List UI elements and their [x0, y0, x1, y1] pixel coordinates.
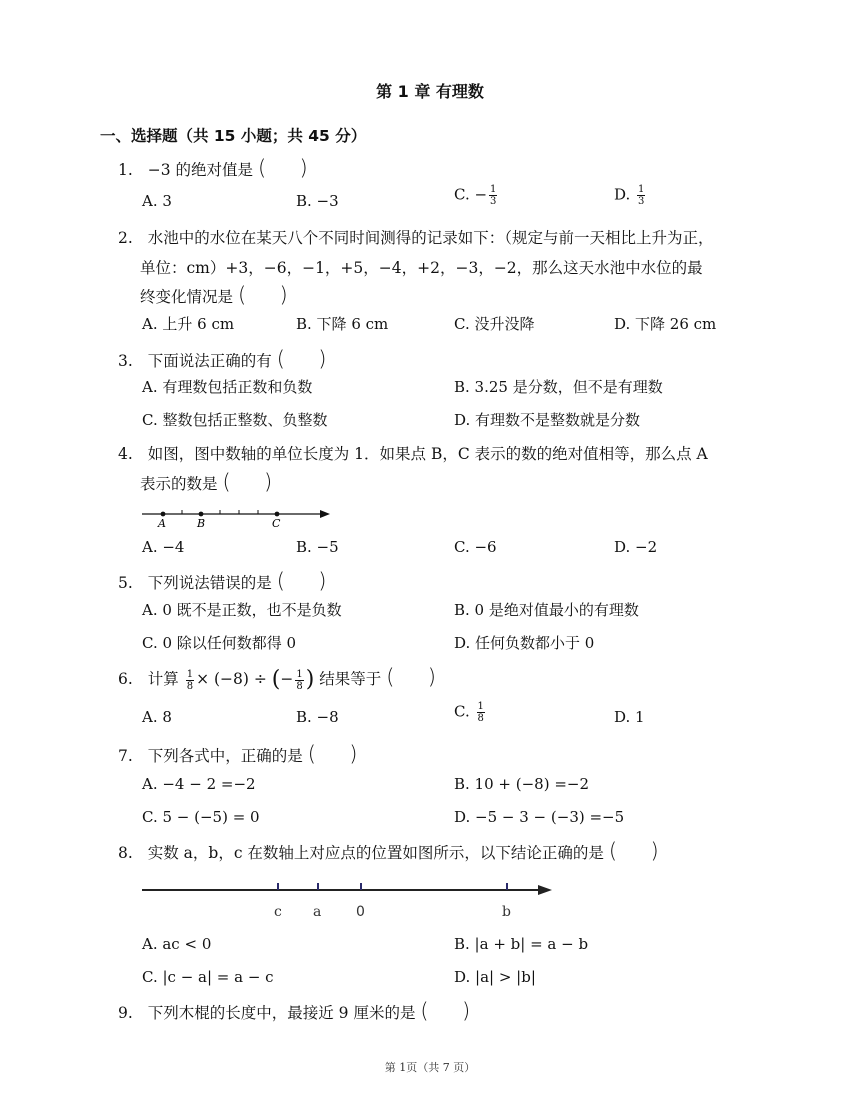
- label-zero: 0: [356, 904, 365, 920]
- answer-bracket: ( ): [608, 839, 659, 863]
- question-text-prefix: 计算: [147, 670, 179, 688]
- q2-option-a[interactable]: A. 上升 6 cm: [142, 315, 235, 333]
- q6-option-d[interactable]: D. 1: [614, 708, 645, 726]
- fraction: $\frac{1}{8}$: [186, 668, 194, 692]
- answer-bracket: ( ): [257, 156, 308, 180]
- q1-option-b[interactable]: B. −3: [296, 192, 339, 210]
- q8-option-c[interactable]: C. |c − a| = a − c: [142, 968, 274, 986]
- q7-option-a[interactable]: A. −4 − 2 =−2: [142, 775, 256, 793]
- q5-option-b[interactable]: B. 0 是绝对值最小的有理数: [454, 601, 639, 619]
- question-number: 3.: [118, 352, 133, 370]
- q8-option-a[interactable]: A. ac < 0: [142, 935, 212, 953]
- q3-option-b[interactable]: B. 3.25 是分数，但不是有理数: [454, 378, 663, 396]
- question-5: [118, 571, 326, 593]
- point-a-label: A: [158, 517, 166, 530]
- question-8: [118, 841, 659, 863]
- q3-option-c[interactable]: C. 整数包括正整数、负整数: [142, 411, 328, 429]
- number-line-figure: [140, 876, 560, 922]
- page-title: 第 1 章 有理数: [376, 82, 484, 101]
- point-c-dot: [275, 512, 280, 517]
- answer-bracket: ( ): [237, 283, 288, 307]
- point-c-label: C: [272, 517, 281, 530]
- answer-bracket: ( ): [420, 999, 471, 1023]
- expression-middle: × (−8) ÷: [196, 670, 267, 688]
- question-text-suffix: 结果等于: [319, 670, 382, 688]
- question-text-line-1: 水池中的水位在某天八个不同时间测得的记录如下：（规定与前一天相比上升为正，: [147, 229, 714, 247]
- point-b-dot: [199, 512, 204, 517]
- q2-option-b[interactable]: B. 下降 6 cm: [296, 315, 389, 333]
- label-b: b: [502, 904, 511, 920]
- answer-bracket: ( ): [222, 470, 273, 494]
- page-footer: 第 1页（共 7 页）: [384, 1061, 476, 1074]
- q1-option-d[interactable]: [614, 184, 647, 207]
- number-line-figure: [140, 504, 340, 530]
- question-1: [118, 158, 308, 180]
- question-text-line-2: 表示的数是 ( ): [140, 470, 273, 494]
- q4-option-c[interactable]: C. −6: [454, 538, 497, 556]
- section-heading: 一、选择题（共 15 小题；共 45 分）: [100, 127, 367, 145]
- question-text: 下列各式中，正确的是: [147, 747, 303, 765]
- question-text: 下面说法正确的有: [147, 352, 272, 370]
- q3-option-d[interactable]: D. 有理数不是整数就是分数: [454, 411, 641, 429]
- q7-option-c[interactable]: C. 5 − (−5) = 0: [142, 808, 260, 826]
- q2-option-c[interactable]: C. 没升没降: [454, 315, 535, 333]
- q1-option-a[interactable]: A. 3: [142, 192, 172, 210]
- q6-option-c[interactable]: [454, 701, 487, 724]
- label-c: c: [274, 904, 282, 920]
- q2-option-d[interactable]: D. 下降 26 cm: [614, 315, 717, 333]
- question-3: [118, 349, 326, 371]
- fraction: $\frac{1}{8}$: [296, 668, 303, 692]
- q3-option-a[interactable]: A. 有理数包括正数和负数: [142, 378, 313, 396]
- option-label: C.: [454, 702, 470, 721]
- question-4: [118, 444, 708, 464]
- question-text-line-3: 终变化情况是 ( ): [140, 283, 288, 307]
- fraction: $\frac{1}{3}$: [490, 184, 497, 207]
- answer-bracket: ( ): [307, 742, 358, 766]
- q5-option-d[interactable]: D. 任何负数都小于 0: [454, 634, 595, 652]
- question-2: [118, 228, 714, 248]
- answer-bracket: ( ): [276, 347, 327, 371]
- question-number: 7.: [118, 747, 133, 765]
- answer-bracket: ( ): [386, 665, 436, 689]
- point-a-dot: [161, 512, 166, 517]
- q6-option-a[interactable]: A. 8: [142, 708, 172, 726]
- question-number: 6.: [118, 670, 133, 688]
- q7-option-b[interactable]: B. 10 + (−8) =−2: [454, 775, 590, 793]
- question-number: 2.: [118, 229, 133, 247]
- answer-bracket: ( ): [276, 569, 327, 593]
- q4-option-a[interactable]: A. −4: [142, 538, 185, 556]
- q1-option-c[interactable]: [454, 184, 499, 207]
- q5-option-c[interactable]: C. 0 除以任何数都得 0: [142, 634, 297, 652]
- q8-option-b[interactable]: B. |a + b| = a − b: [454, 935, 589, 953]
- point-b-label: B: [197, 517, 206, 530]
- question-text-line-2: 单位：cm）+3，−6，−1，+5，−4，+2，−3，−2，那么这天水池中水位的最: [140, 259, 703, 277]
- fraction-sign: −: [280, 670, 294, 688]
- question-text: 实数 a，b，c 在数轴上对应点的位置如图所示，以下结论正确的是: [147, 844, 604, 862]
- question-number: 8.: [118, 844, 133, 862]
- axis-arrow: [320, 510, 330, 518]
- label-a: a: [313, 904, 322, 920]
- option-label: C. −: [454, 185, 488, 204]
- q5-option-a[interactable]: A. 0 既不是正数，也不是负数: [142, 601, 342, 619]
- question-6: 6. 计算 $\frac{1}{8}$ × (−8) ÷ (− $\frac{1}{8}$ ) 结果等于 ( ): [118, 665, 436, 692]
- option-label: D.: [614, 185, 631, 204]
- question-number: 1.: [118, 161, 133, 179]
- question-text: −3 的绝对值是: [147, 161, 254, 179]
- question-number: 9.: [118, 1004, 133, 1022]
- question-text-line-1: 如图，图中数轴的单位长度为 1．如果点 B，C 表示的数的绝对值相等，那么点 A: [147, 445, 708, 463]
- q4-option-b[interactable]: B. −5: [296, 538, 339, 556]
- fraction: $\frac{1}{3}$: [638, 184, 645, 207]
- question-text: 下列说法错误的是: [147, 574, 272, 592]
- axis-arrow: [538, 885, 552, 895]
- q6-option-b[interactable]: B. −8: [296, 708, 339, 726]
- q7-option-d[interactable]: D. −5 − 3 − (−3) =−5: [454, 808, 625, 826]
- question-number: 4.: [118, 445, 133, 463]
- q4-option-d[interactable]: D. −2: [614, 538, 658, 556]
- fraction: $\frac{1}{8}$: [477, 701, 484, 724]
- question-7: [118, 744, 357, 766]
- q8-option-d[interactable]: D. |a| > |b|: [454, 968, 536, 986]
- question-text: 下列木棍的长度中，最接近 9 厘米的是: [147, 1004, 416, 1022]
- question-9: [118, 1001, 470, 1023]
- question-number: 5.: [118, 574, 133, 592]
